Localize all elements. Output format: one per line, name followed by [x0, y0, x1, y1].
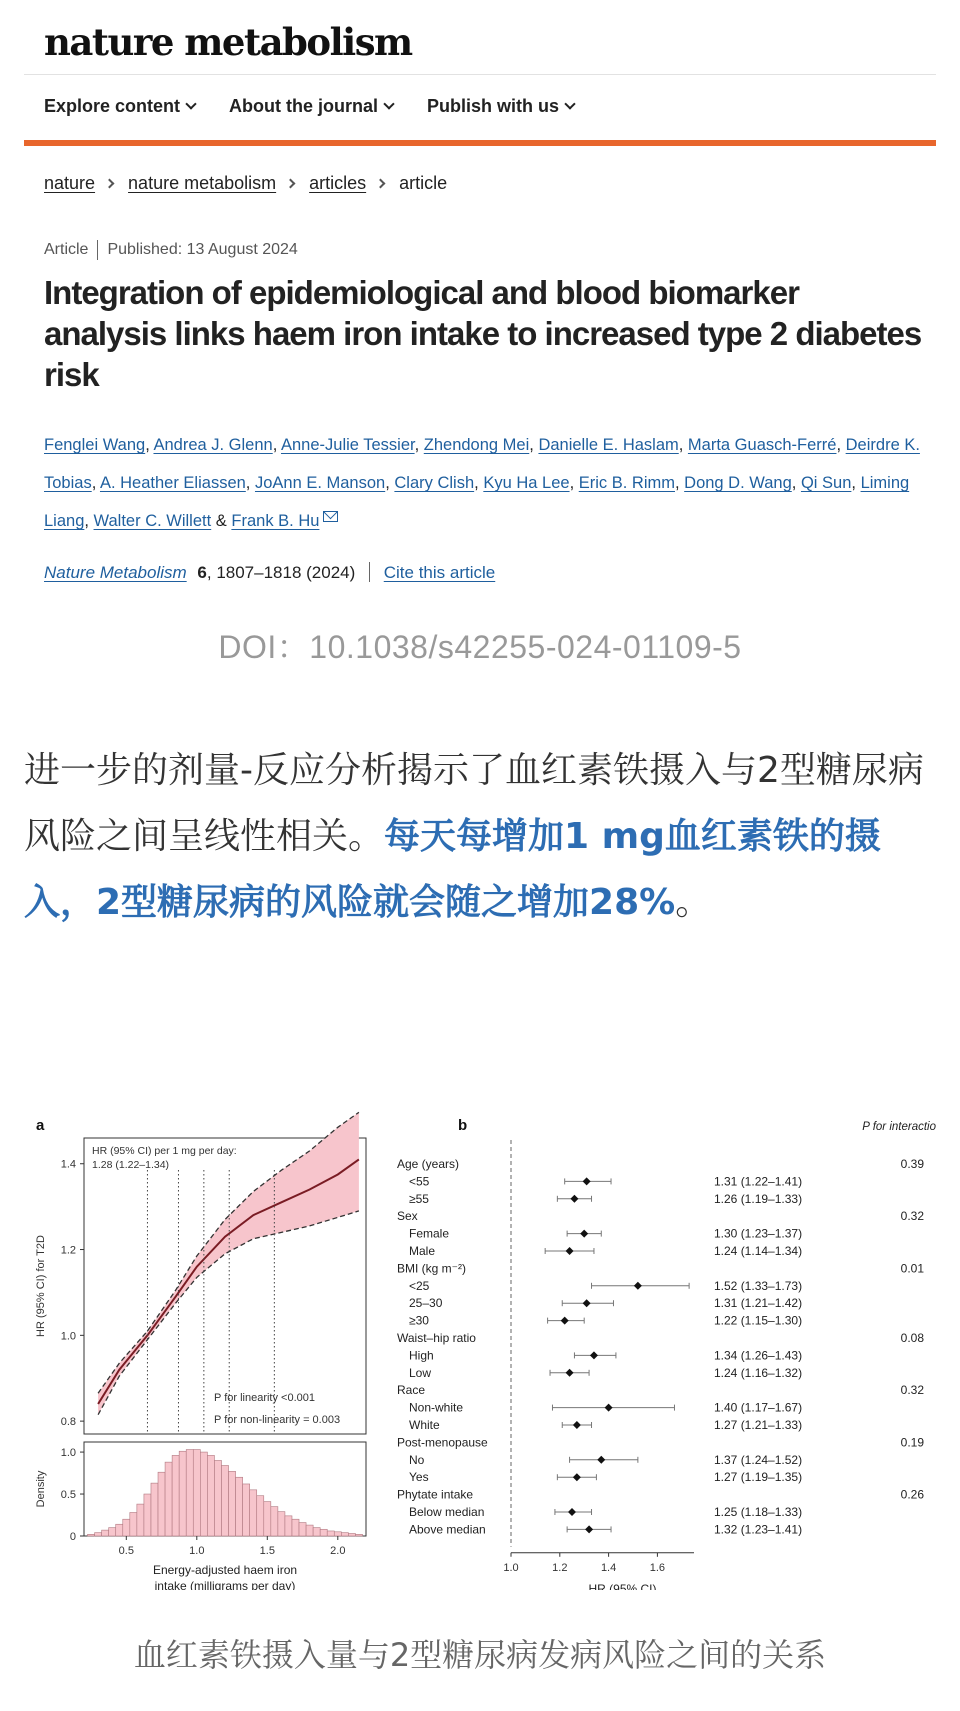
x-tick-label: 2.0 [330, 1545, 346, 1557]
header-divider [24, 74, 936, 75]
journal-name[interactable]: Nature Metabolism [44, 563, 187, 582]
row-label: <25 [409, 1278, 430, 1293]
forest-x-axis-label: HR (95% CI) [588, 1581, 657, 1590]
density-bar [88, 1534, 95, 1536]
density-bar [278, 1512, 285, 1536]
panel-label-b: b [458, 1117, 468, 1134]
subgroup-label: Post-menopause [397, 1435, 488, 1450]
author-list: Fenglei Wang, Andrea J. Glenn, Anne-Julie Tessier, Zhendong Mei, Danielle E. Haslam, Marta Guasch-Ferré, Deirdre K. Tobias, A. Heather Eliassen, JoAnn E. Manson, Clary Clish, Kyu Ha Lee, Eric B. Rimm, Dong D. Wang, Qi Sun, Liming Liang, Walter C. Willett & Frank B. Hu [44, 436, 920, 530]
y-axis-label: HR (95% CI) for T2D [35, 1235, 47, 1337]
nav-label: Explore content [44, 96, 181, 116]
hr-ci-text: 1.27 (1.19–1.35) [714, 1470, 803, 1485]
row-label: Yes [409, 1470, 429, 1485]
density-bar [123, 1519, 130, 1536]
nav-publish-with-us[interactable] [427, 96, 574, 117]
density-bar [165, 1462, 172, 1536]
subgroup-label: Age (years) [397, 1157, 460, 1171]
author-link[interactable]: Marta Guasch-Ferré [687, 436, 837, 454]
density-bar [193, 1450, 200, 1536]
hr-point [634, 1282, 642, 1290]
subgroup-label: Race [397, 1383, 426, 1398]
author-link[interactable]: Andrea J. Glenn [153, 436, 273, 454]
y-tick-label: 0.8 [60, 1416, 76, 1429]
density-bar [341, 1533, 348, 1536]
row-label: Female [409, 1226, 450, 1241]
row-label: White [409, 1418, 440, 1432]
panel-label-a: a [36, 1117, 45, 1134]
author-link[interactable]: Zhendong Mei [423, 436, 530, 454]
author-link[interactable]: Qi Sun [800, 474, 852, 492]
author-link[interactable]: Deirdre K. Tobias [44, 436, 920, 492]
author-link[interactable]: Eric B. Rimm [578, 474, 675, 492]
row-label: Low [409, 1365, 432, 1380]
hr-point [597, 1456, 605, 1464]
author-link[interactable]: Anne-Julie Tessier [280, 436, 415, 454]
density-bar [214, 1460, 221, 1536]
density-bar [257, 1496, 264, 1536]
hr-ci-text: 1.32 (1.23–1.41) [714, 1522, 803, 1537]
breadcrumb-nature-metabolism[interactable]: nature metabolism [128, 173, 277, 193]
row-label: Above median [409, 1522, 486, 1537]
density-bar [207, 1455, 214, 1536]
hr-ci-text: 1.24 (1.14–1.34) [714, 1244, 803, 1258]
citation-divider [369, 562, 370, 582]
hr-point [568, 1508, 576, 1516]
figure [24, 1110, 936, 1590]
density-bar [334, 1532, 341, 1536]
hr-point [573, 1421, 581, 1429]
density-bar [264, 1502, 271, 1536]
author-link[interactable]: JoAnn E. Manson [254, 474, 386, 492]
x-axis-label-2: intake (milligrams per day) [154, 1579, 296, 1590]
subgroup-label: Sex [397, 1209, 418, 1224]
density-bar [271, 1507, 278, 1536]
author-link[interactable]: Walter C. Willett [93, 512, 212, 530]
hr-point [566, 1369, 574, 1377]
hr-point [583, 1177, 591, 1185]
density-bar [158, 1472, 165, 1536]
commentary-end: 。 [675, 882, 712, 923]
author-link[interactable]: Dong D. Wang [684, 474, 792, 492]
nav-label: Publish with us [427, 96, 560, 116]
hr-annotation: HR (95% CI) per 1 mg per day: [92, 1145, 237, 1157]
density-bar [285, 1516, 292, 1536]
breadcrumb-articles[interactable]: articles [309, 173, 367, 193]
hr-point [561, 1317, 569, 1325]
y-tick-label: 1.2 [60, 1244, 76, 1257]
hr-ci-text: 1.31 (1.22–1.41) [714, 1174, 803, 1189]
nav-about-journal[interactable] [229, 96, 393, 117]
figure-chart [24, 1110, 936, 1590]
forest-x-tick-label: 1.2 [552, 1561, 568, 1574]
y-tick-label: 1.0 [60, 1330, 76, 1343]
commentary-text: 进一步的剂量-反应分析揭示了血红素铁摄入与2型糖尿病风险之间呈线性相关。 [24, 750, 924, 857]
density-bar [95, 1533, 102, 1536]
hr-point [583, 1299, 591, 1307]
row-label: Male [409, 1244, 436, 1258]
density-bar [327, 1531, 334, 1536]
density-bar [137, 1504, 144, 1536]
density-bar [144, 1494, 151, 1536]
hr-point [566, 1247, 574, 1255]
author-link[interactable]: Clary Clish [394, 474, 475, 492]
p-linearity: P for linearity <0.001 [214, 1392, 315, 1404]
forest-x-tick-label: 1.4 [600, 1561, 617, 1574]
author-link[interactable]: Kyu Ha Lee [483, 474, 570, 492]
density-y-tick-label: 1.0 [60, 1447, 76, 1460]
p-interaction-value: 0.01 [900, 1261, 924, 1276]
density-bar [172, 1455, 179, 1536]
subgroup-label: Waist–hip ratio [397, 1331, 476, 1345]
density-bar [221, 1466, 228, 1537]
hr-ci-text: 1.27 (1.21–1.33) [714, 1418, 803, 1432]
meta-divider [97, 240, 98, 260]
p-interaction-value: 0.32 [900, 1383, 924, 1398]
breadcrumb-current: article [399, 173, 448, 193]
hr-point [605, 1404, 613, 1412]
hr-ci-text: 1.31 (1.21–1.42) [714, 1296, 803, 1311]
hr-ci-text: 1.30 (1.23–1.37) [714, 1226, 803, 1241]
density-y-axis-label: Density [35, 1470, 47, 1508]
density-bar [320, 1529, 327, 1536]
density-bar [292, 1519, 299, 1536]
row-label: 25–30 [409, 1296, 443, 1311]
author-link[interactable]: Frank B. Hu [231, 512, 320, 530]
hr-point [570, 1195, 578, 1203]
chevron-down-icon [383, 98, 394, 109]
density-bar [348, 1533, 355, 1536]
doi-text: DOI：10.1038/s42255-024-01109-5 [218, 629, 742, 665]
p-interaction-value: 0.19 [900, 1435, 924, 1450]
chevron-right-icon [105, 179, 115, 189]
row-label: <55 [409, 1174, 430, 1189]
density-bar [186, 1450, 193, 1536]
hr-point [573, 1473, 581, 1481]
chevron-right-icon [286, 179, 296, 189]
row-label: ≥55 [409, 1191, 429, 1206]
x-tick-label: 1.0 [189, 1545, 205, 1557]
forest-x-tick-label: 1.6 [649, 1561, 666, 1574]
density-bar [130, 1513, 137, 1537]
hr-ci-text: 1.37 (1.24–1.52) [714, 1452, 803, 1467]
row-label: No [409, 1452, 425, 1467]
density-bar [299, 1523, 306, 1536]
hr-ci-text: 1.34 (1.26–1.43) [714, 1348, 803, 1363]
p-interaction-value: 0.32 [900, 1209, 924, 1224]
published-date: Published: 13 August 2024 [107, 241, 298, 258]
density-y-tick-label: 0.5 [60, 1489, 76, 1502]
row-label: ≥30 [409, 1313, 429, 1328]
hr-ci-text: 1.52 (1.33–1.73) [714, 1278, 803, 1293]
density-bar [306, 1525, 313, 1536]
article-type: Article [44, 241, 89, 258]
density-bar [151, 1483, 158, 1536]
author-link[interactable]: A. Heather Eliassen [99, 474, 246, 492]
site-logo[interactable]: nature metabolism [44, 20, 412, 64]
journal-citation [44, 562, 495, 583]
commentary-highlight: 每天每增加1 mg血红素铁的摄入，2型糖尿病的风险就会随之增加28% [24, 816, 881, 923]
density-bar [355, 1534, 362, 1536]
density-bar [200, 1452, 207, 1536]
breadcrumb [44, 173, 447, 194]
subgroup-label: Phytate intake [397, 1487, 474, 1502]
hr-ci-text: 1.26 (1.19–1.33) [714, 1191, 803, 1206]
hr-ci-text: 1.40 (1.17–1.67) [714, 1400, 803, 1415]
density-bar [102, 1530, 109, 1536]
density-bar [236, 1477, 243, 1536]
p-interaction-header: P for interactio [862, 1121, 936, 1133]
chevron-down-icon [185, 98, 196, 109]
figure-caption: 血红素铁摄入量与2型糖尿病发病风险之间的关系 [133, 1636, 827, 1674]
chevron-down-icon [564, 98, 575, 109]
row-label: Non-white [409, 1400, 464, 1415]
author-link[interactable]: Liming Liang [44, 474, 910, 530]
accent-bar [24, 140, 936, 146]
nav-explore-content[interactable] [44, 96, 195, 117]
x-tick-label: 1.5 [259, 1545, 275, 1557]
cite-article-link[interactable]: Cite this article [383, 563, 496, 582]
main-nav [44, 96, 574, 117]
density-bar [109, 1528, 116, 1536]
forest-x-tick-label: 1.0 [503, 1561, 519, 1574]
row-label: High [409, 1348, 434, 1363]
hr-ci-text: 1.24 (1.16–1.32) [714, 1365, 803, 1380]
p-interaction-value: 0.39 [900, 1157, 924, 1171]
row-label: Below median [409, 1505, 485, 1519]
hr-point [590, 1351, 598, 1359]
hr-ci-text: 1.22 (1.15–1.30) [714, 1313, 803, 1328]
y-tick-label: 1.4 [60, 1158, 76, 1171]
commentary-paragraph [24, 738, 942, 936]
x-tick-label: 0.5 [118, 1545, 134, 1557]
nav-label: About the journal [229, 96, 379, 116]
subgroup-label: BMI (kg m⁻²) [397, 1261, 466, 1276]
mail-icon[interactable] [323, 511, 338, 522]
journal-volume: 6 [197, 563, 207, 582]
density-bar [229, 1471, 236, 1536]
article-title: Integration of epidemiological and blood biomarker analysis links haem iron intake to increased type 2 diabetes risk [44, 274, 922, 393]
x-axis-label-1: Energy-adjusted haem iron [152, 1563, 298, 1577]
density-bar [243, 1484, 250, 1536]
author-link[interactable]: Danielle E. Haslam [538, 436, 679, 454]
p-interaction-value: 0.26 [900, 1487, 924, 1502]
density-bar [116, 1524, 123, 1536]
ci-band [98, 1112, 359, 1414]
p-nonlinearity: P for non-linearity = 0.003 [214, 1414, 341, 1426]
density-bar [179, 1451, 186, 1536]
density-y-tick-label: 0 [69, 1531, 76, 1543]
hr-annotation-value: 1.28 (1.22–1.34) [92, 1159, 170, 1171]
hr-point [580, 1230, 588, 1238]
chevron-right-icon [376, 179, 386, 189]
author-link[interactable]: Fenglei Wang [44, 436, 146, 454]
article-meta [44, 240, 298, 260]
journal-pages: , 1807–1818 (2024) [206, 563, 356, 582]
density-bar [250, 1490, 257, 1536]
hr-point [585, 1525, 593, 1533]
breadcrumb-nature[interactable]: nature [44, 173, 96, 193]
hr-ci-text: 1.25 (1.18–1.33) [714, 1505, 803, 1519]
p-interaction-value: 0.08 [900, 1331, 924, 1345]
density-bar [313, 1528, 320, 1536]
